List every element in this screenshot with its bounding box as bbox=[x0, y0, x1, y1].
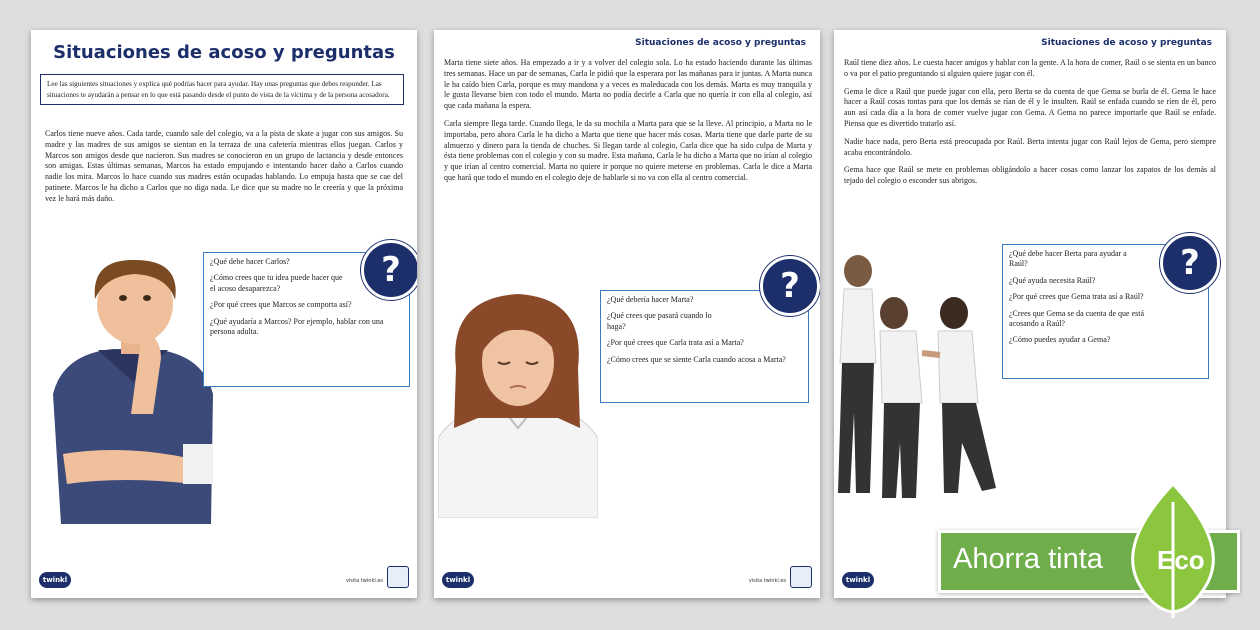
page-footer bbox=[37, 568, 409, 588]
instructions-box: Lee las siguientes situaciones y explica qué podrías hacer para ayudar. Hay unas preguntas que debes responder. Las situaciones te ayudarán a pensar en lo que está pasando desde el punto de vista de la víctima y de la persona acosadora. bbox=[40, 74, 404, 105]
paragraph: Gema hace que Raúl se mete en problemas obligándolo a hacer cosas como lanzar los zapatos de los demás al tejado del colegio o esconder sus abrigos. bbox=[844, 165, 1216, 186]
worksheet-page-2 bbox=[434, 30, 820, 598]
page-header: Situaciones de acoso y preguntas bbox=[635, 38, 806, 48]
question-1: ¿Qué debe hacer Berta para ayudar a Raúl? bbox=[1009, 249, 1127, 269]
question-2: ¿Qué crees que pasará cuando lo haga? bbox=[607, 311, 712, 331]
footer-url: visita twinkl.es bbox=[345, 578, 383, 584]
question-mark-icon: ? bbox=[1160, 233, 1220, 293]
question-mark-icon: ? bbox=[361, 240, 417, 300]
question-3: ¿Por qué crees que Gema trata así a Raúl? bbox=[1009, 292, 1144, 302]
eco-word: Eco bbox=[1157, 545, 1205, 575]
paragraph: Nadie hace nada, pero Berta está preocupada por Raúl. Berta intenta jugar con Raúl lejos de Gema, pero siempre acaba encontrándolo. bbox=[844, 136, 1216, 157]
question-1: ¿Qué debe hacer Carlos? bbox=[210, 257, 290, 266]
question-2: ¿Qué ayuda necesita Raúl? bbox=[1009, 275, 1096, 285]
story-marta bbox=[444, 58, 812, 191]
quality-badge-icon bbox=[790, 566, 812, 588]
question-3: ¿Por qué crees que Marcos se comporta así? bbox=[210, 300, 352, 310]
story-raul bbox=[844, 58, 1216, 194]
page-header: Situaciones de acoso y preguntas bbox=[1041, 38, 1212, 48]
twinkl-logo: twinkl bbox=[39, 572, 71, 588]
question-5: ¿Cómo puedes ayudar a Gema? bbox=[1009, 335, 1111, 345]
question-mark-icon: ? bbox=[760, 256, 820, 316]
question-2: ¿Cómo crees que tu idea puede hacer que el acoso desaparezca? bbox=[210, 273, 343, 293]
twinkl-logo: twinkl bbox=[442, 572, 474, 588]
quality-badge-icon bbox=[387, 566, 409, 588]
question-4: ¿Cómo crees que se siente Carla cuando acosa a Marta? bbox=[607, 354, 786, 364]
twinkl-logo: twinkl bbox=[842, 572, 874, 588]
story-carlos: Carlos tiene nueve años. Cada tarde, cuando sale del colegio, va a la pista de skate a jugar con sus amigos. Su madre y las madres de sus amigos se sientan en la terraza de una cafetería mientras ellos juegan. Carlos y Marcos son amigos desde que nacieron. Sus madres se conocieron en un grupo de lactancia y desde entonces son amigas. Estas últimas semanas, Marcos ha estado empujando e intentando hacer daño a Carlos cuando nadie los mira. Marcos lo hace cuando sus madres están ocupadas hablando. Lo empuja hasta que se cae del patinete. Marcos le ha dicho a Carlos que no diga nada. Le dice que su madre no le creería y que la próxima vez le hará más daño. bbox=[45, 129, 403, 203]
question-3: ¿Por qué crees que Carla trata así a Marta? bbox=[607, 338, 744, 348]
paragraph: Raúl tiene diez años. Le cuesta hacer amigos y hablar con la gente. A la hora de comer, Raúl o se sienta en un banco o va por el patio preguntando si alguien quiere jugar con él. bbox=[844, 58, 1216, 78]
question-1: ¿Qué debería hacer Marta? bbox=[607, 295, 694, 304]
paragraph: Gema le dice a Raúl que puede jugar con ella, pero Berta se da cuenta de que Gema se burla de él. Gema le hace hacer a Raúl cosas tontas para que los demás se rían de él y le insulten. Raúl se enfada cuando se ríen de él, pero aun así cada día a la hora de comer vuelve jugar con Gema. A Gema no parece importarle que Raúl se enfade. Piensa que es divertido tratarlo así. bbox=[844, 86, 1216, 128]
paragraph: Marta tiene siete años. Ha empezado a ir y a volver del colegio sola. Lo ha estado haciendo durante las últimas tres semanas. Hace un par de semanas, Carla le pidió que la esperara por las mañanas para ir juntas. A Marta nunca le ha caído bien Carla, porque es muy mandona y a veces es maleducada con los demás. Marta es muy tranquila y le gusta llevarse bien con todo el mundo. Marta no podía decirle a Carla que no quería ir con ella al colegio, así que cada mañana la espera. bbox=[444, 58, 812, 111]
page-footer bbox=[440, 568, 812, 588]
thinking-boy-illustration bbox=[43, 254, 221, 534]
page-title: Situaciones de acoso y preguntas bbox=[53, 42, 395, 63]
worksheet-page-1 bbox=[31, 30, 417, 598]
students-bullying-illustration bbox=[836, 243, 1006, 505]
footer-url: visita twinkl.es bbox=[748, 578, 786, 584]
question-4: ¿Qué ayudaría a Marcos? Por ejemplo, hablar con una persona adulta. bbox=[210, 316, 384, 337]
question-4: ¿Crees que Gema se da cuenta de que está acosando a Raúl? bbox=[1009, 308, 1145, 329]
sad-girl-illustration bbox=[438, 288, 598, 518]
paragraph: Carla siempre llega tarde. Cuando llega, le da su mochila a Marta para que se la lleve. Al principio, a Marta no le importaba, pero ahora Carla le ha dicho a Marta que tiene que hacer más cosas. Marta tiene que darle parte de su almuerzo y dinero para la tienda de chuches. Si llegan tarde al colegio, Carla dice que ha sido culpa de Marta y ésta tiene problemas con el colegio y con su madre. Esta mañana, Carla le ha dicho a Marta que no irían al colegio y que irían al centro comercial. Marta no quiere ir porque no quiere meterse en problemas. Carla le dice a Marta que hará que todo el mundo en el colegio deje de hablarle si no va con ella al centro comercial. bbox=[444, 118, 812, 182]
eco-banner-label: Ahorra tinta bbox=[953, 543, 1103, 575]
